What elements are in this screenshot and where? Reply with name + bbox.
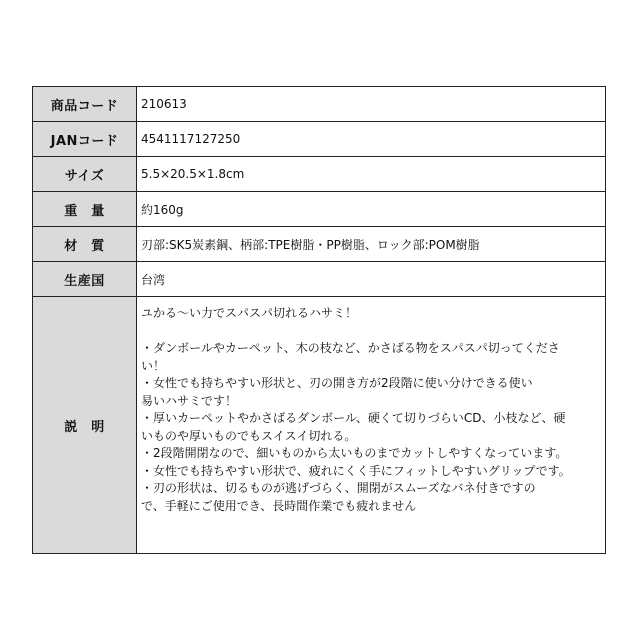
description-line: ユかる〜い力でスパスパ切れるハサミ！	[141, 306, 358, 320]
spec-row-jan-code	[33, 122, 606, 157]
description-spacer	[141, 323, 601, 341]
description-line: ・2段階開閉なので、細いものから太いものまでカットしやすくなっています。	[141, 446, 568, 460]
spec-row-size	[33, 157, 606, 192]
material-value: 刃部:SK5炭素鋼、柄部:TPE樹脂・PP樹脂、ロック部:POM樹脂	[137, 227, 606, 262]
product-code-label: 商品コード	[33, 87, 137, 122]
description-line: ・女性でも持ちやすい形状で、疲れにくく手にフィットしやすいグリップです。	[141, 463, 571, 478]
description-line: で、手軽にご使用でき、長時間作業でも疲れません	[141, 498, 417, 513]
description-line: ・女性でも持ちやすい形状と、刃の開き方が2段階に使い分けできる使い	[141, 376, 533, 390]
size-label: サイズ	[33, 157, 137, 192]
origin-label: 生産国	[33, 262, 137, 297]
origin-value: 台湾	[137, 262, 606, 297]
jan-code-value: 4541117127250	[137, 122, 606, 157]
weight-label: 重 量	[33, 192, 137, 227]
description-label: 説 明	[33, 297, 137, 554]
product-code-value: 210613	[137, 87, 606, 122]
jan-code-label: JANコード	[33, 122, 137, 157]
size-value: 5.5×20.5×1.8cm	[137, 157, 606, 192]
spec-row-origin	[33, 262, 606, 297]
spec-row-material	[33, 227, 606, 262]
product-spec-table	[32, 86, 606, 554]
material-label: 材 質	[33, 227, 137, 262]
description-line: い！	[141, 358, 166, 373]
spec-row-weight	[33, 192, 606, 227]
spec-row-product-code	[33, 87, 606, 122]
weight-value: 約160g	[137, 192, 606, 227]
description-line: いものや厚いものでもスイスイ切れる。	[141, 428, 357, 443]
description-line: ・ダンボールやカーペット、木の枝など、かさばる物をスパスパ切ってくださ	[141, 341, 560, 355]
description-line: 易いハサミです！	[141, 393, 238, 408]
spec-row-description	[33, 297, 606, 554]
description-value	[137, 297, 606, 554]
description-line: ・刃の形状は、切るものが逃げづらく、開閉がスムーズなバネ付きですの	[141, 481, 536, 495]
description-line: ・厚いカーペットやかさばるダンボール、硬くて切りづらいCD、小枝など、硬	[141, 411, 566, 425]
